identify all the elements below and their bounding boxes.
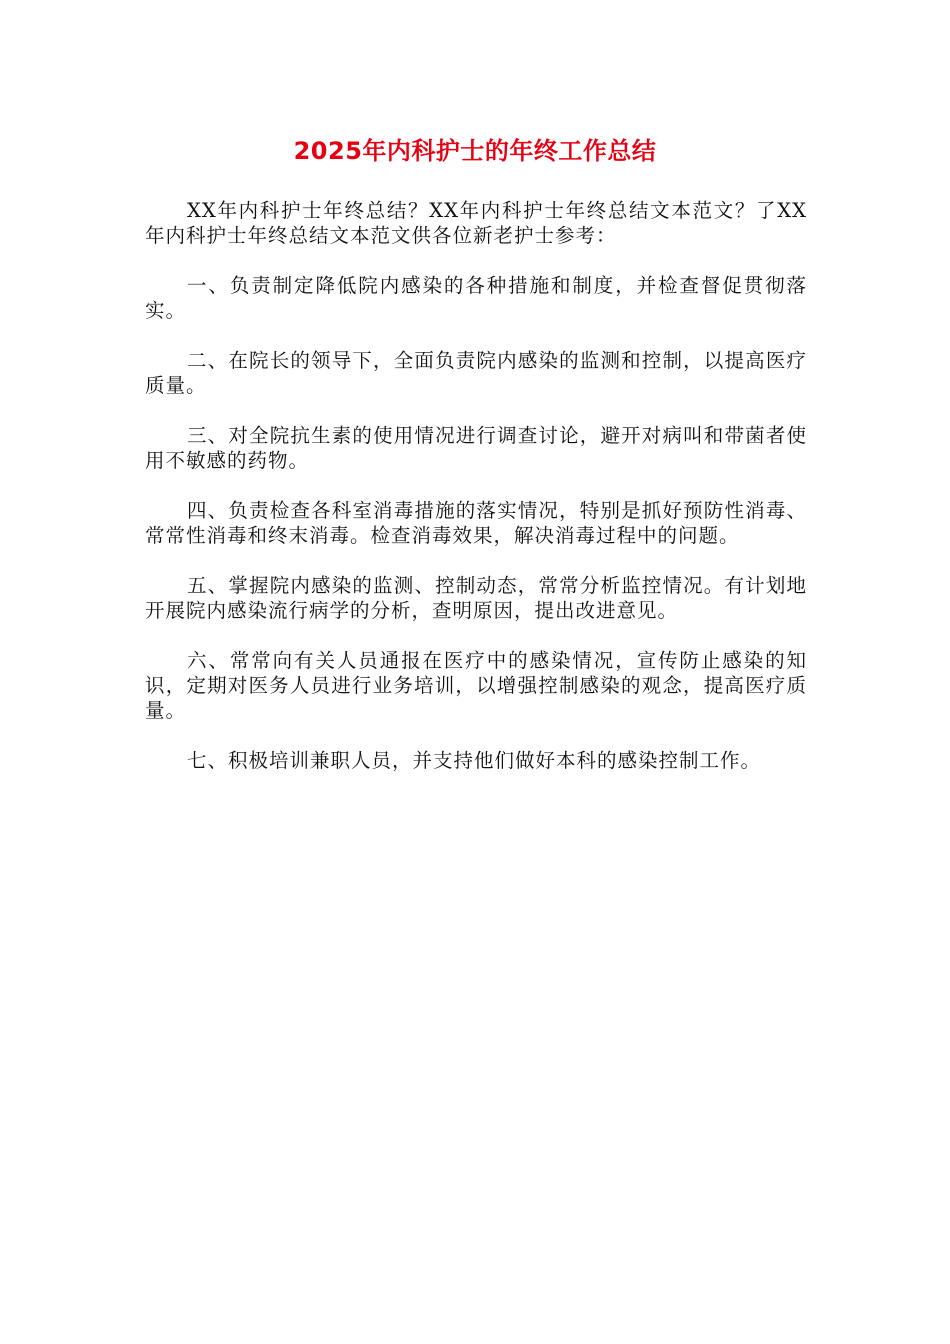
document-body xyxy=(145,198,807,798)
intro-paragraph: XX年内科护士年终总结？XX年内科护士年终总结文本范文？了XX年内科护士年终总结文本范文供各位新老护士参考： xyxy=(145,199,807,247)
item-paragraph-2: 二、在院长的领导下，全面负责院内感染的监测和控制，以提高医疗质量。 xyxy=(145,349,807,397)
document-title: 2025年内科护士的年终工作总结 xyxy=(293,137,657,165)
item-paragraph-3: 三、对全院抗生素的使用情况进行调查讨论，避开对病叫和带菌者使用不敏感的药物。 xyxy=(145,424,807,472)
item-paragraph-7: 七、积极培训兼职人员，并支持他们做好本科的感染控制工作。 xyxy=(187,749,762,772)
item-paragraph-4: 四、负责检查各科室消毒措施的落实情况，特别是抓好预防性消毒、常常性消毒和终末消毒。检查消毒效果，解决消毒过程中的问题。 xyxy=(145,499,807,547)
item-paragraph-5: 五、掌握院内感染的监测、控制动态，常常分析监控情况。有计划地开展院内感染流行病学的分析，查明原因，提出改进意见。 xyxy=(145,574,807,622)
item-paragraph-1: 一、负责制定降低院内感染的各种措施和制度，并检查督促贯彻落实。 xyxy=(145,274,807,322)
item-paragraph-6: 六、常常向有关人员通报在医疗中的感染情况，宣传防止感染的知识，定期对医务人员进行业务培训，以增强控制感染的观念，提高医疗质量。 xyxy=(145,649,807,722)
